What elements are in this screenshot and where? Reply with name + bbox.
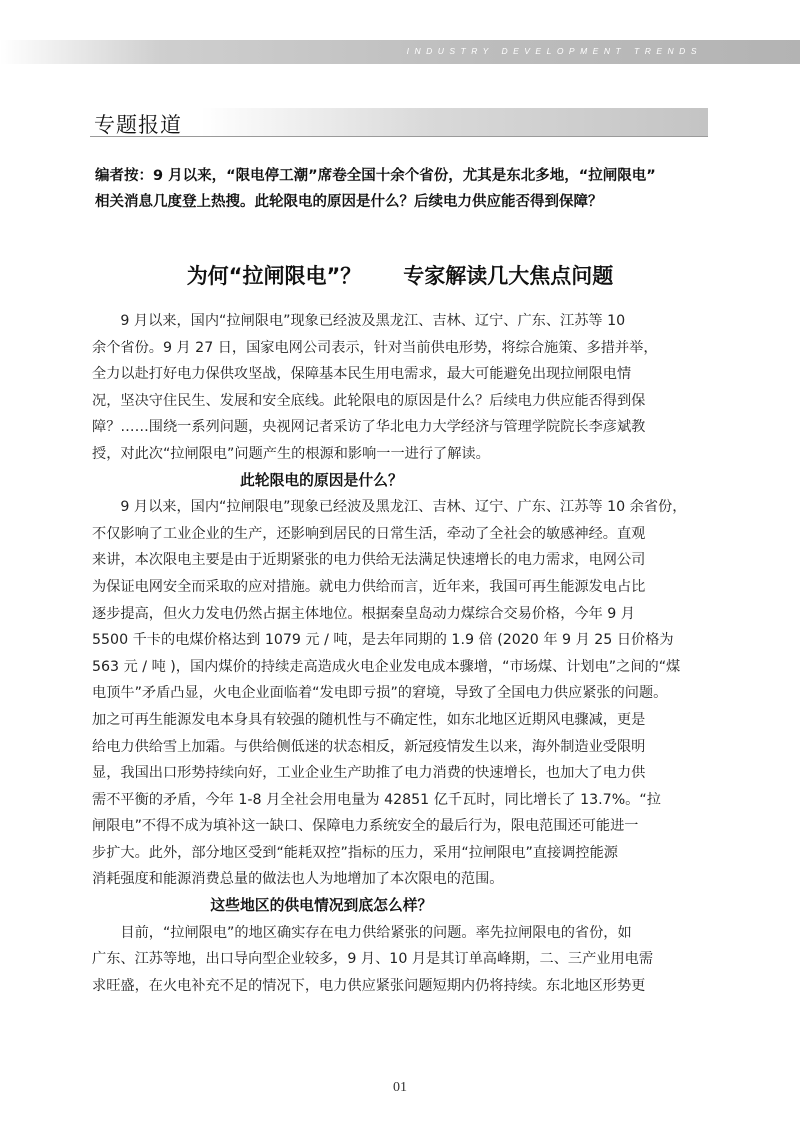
body-line: 9 月以来，国内“拉闸限电”现象已经波及黑龙江、吉林、辽宁、广东、江苏等 10 <box>92 313 626 329</box>
body-line: 况，坚决守住民生、发展和安全底线。此轮限电的原因是什么？后续电力供应能否得到保 <box>92 392 646 409</box>
article-headline: 为何“拉闸限电”？ 专家解读几大焦点问题 <box>186 264 614 288</box>
body-line: 闸限电”不得不成为填补这一缺口、保障电力系统安全的最后行为，限电范围还可能进一 <box>92 818 639 835</box>
subheading-supply-status: 这些地区的供电情况到底怎么样？ <box>92 897 433 915</box>
section-title-bar <box>90 108 708 137</box>
body-line: 逐步提高，但火力发电仍然占据主体地位。根据秦皇岛动力煤综合交易价格，今年 9 月 <box>92 605 635 622</box>
subheading-causes: 此轮限电的原因是什么？ <box>92 471 403 489</box>
body-line: 来讲，本次限电主要是由于近期紧张的电力供给无法满足快速增长的电力需求，电网公司 <box>92 552 646 569</box>
body-line: 求旺盛，在火电补充不足的情况下，电力供应紧张问题短期内仍将持续。东北地区形势更 <box>92 977 646 994</box>
section-title: 专题报道 <box>94 113 182 137</box>
body-line: 给电力供给雪上加霜。与供给侧低迷的状态相反，新冠疫情发生以来，海外制造业受限明 <box>92 738 646 755</box>
editor-note <box>95 163 715 215</box>
header-band-text: INDUSTRY DEVELOPMENT TRENDS <box>406 46 702 56</box>
body-line: 步扩大。此外，部分地区受到“能耗双控”指标的压力，采用“拉闸限电”直接调控能源 <box>92 844 618 861</box>
body-line: 障？……围绕一系列问题，央视网记者采访了华北电力大学经济与管理学院院长李彦斌教 <box>92 419 646 436</box>
editor-note-line: 相关消息几度登上热搜。此轮限电的原因是什么？后续电力供应能否得到保障？ <box>95 194 603 210</box>
editor-note-line: 编者按：9 月以来，“限电停工潮”席卷全国十余个省份，尤其是东北多地，“拉闸限电” <box>95 168 656 184</box>
body-line: 5500 千卡的电煤价格达到 1079 元 / 吨，是去年同期的 1.9 倍 (2020 年 9 月 25 日价格为 <box>92 632 674 649</box>
body-line: 563 元 / 吨 )，国内煤价的持续走高造成火电企业发电成本骤增，“市场煤、计划电”之间的“煤 <box>92 658 681 675</box>
article-body <box>92 308 712 999</box>
header-band <box>0 40 800 64</box>
body-line: 显，我国出口形势持续向好，工业企业生产助推了电力消费的快速增长，也加大了电力供 <box>92 765 646 782</box>
body-line: 消耗强度和能源消费总量的做法也人为地增加了本次限电的范围。 <box>92 871 504 888</box>
body-line: 需不平衡的矛盾，今年 1-8 月全社会用电量为 42851 亿千瓦时，同比增长了 13.7%。“拉 <box>92 791 661 808</box>
body-line: 加之可再生能源发电本身具有较强的随机性与不确定性，如东北地区近期风电骤减，更是 <box>92 711 646 728</box>
body-line: 广东、江苏等地，出口导向型企业较多，9 月、10 月是其订单高峰期，二、三产业用电需 <box>92 951 654 968</box>
body-line: 电顶牛”矛盾凸显，火电企业面临着“发电即亏损”的窘境，导致了全国电力供应紧张的问题。 <box>92 685 668 702</box>
body-line: 全力以赴打好电力保供攻坚战，保障基本民生用电需求，最大可能避免出现拉闸限电情 <box>92 366 632 383</box>
body-line: 9 月以来，国内“拉闸限电”现象已经波及黑龙江、吉林、辽宁、广东、江苏等 10 余省份， <box>92 499 687 516</box>
body-line: 授，对此次“拉闸限电”问题产生的根源和影响一一进行了解读。 <box>92 445 490 462</box>
body-line: 为保证电网安全而采取的应对措施。就电力供给而言，近年来，我国可再生能源发电占比 <box>92 578 646 595</box>
body-line: 余个省份。9 月 27 日，国家电网公司表示，针对当前供电形势，将综合施策、多措并举， <box>92 339 658 356</box>
body-line: 目前，“拉闸限电”的地区确实存在电力供给紧张的问题。率先拉闸限电的省份，如 <box>92 924 632 941</box>
body-line: 不仅影响了工业企业的生产，还影响到居民的日常生活，牵动了全社会的敏感神经。直观 <box>92 525 646 542</box>
page-number: 01 <box>393 1080 407 1095</box>
